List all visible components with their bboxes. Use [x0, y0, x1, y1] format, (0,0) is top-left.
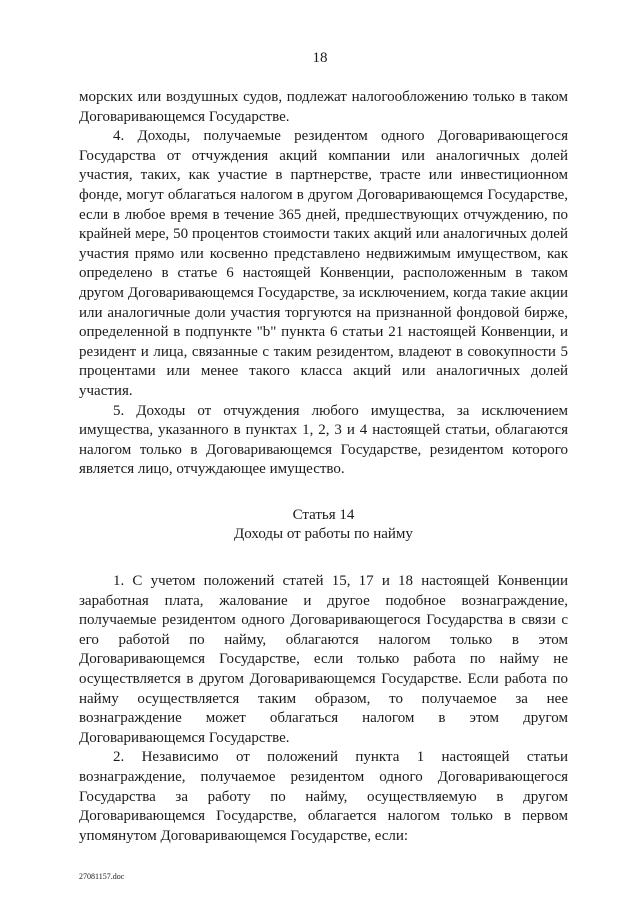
footer-filename: 27081157.doc: [79, 872, 125, 881]
paragraph-continuation: морских или воздушных судов, подлежат налогообложению только в таком Договаривающемся Государстве.: [79, 89, 568, 125]
paragraph-4: 4. Доходы, получаемые резидентом одного Договаривающегося Государства от отчуждения акций компании или аналогичных долей участия, таких, как участие в партнерстве, трасте или инвестиционном фонде, могут облагаться налогом в другом Договаривающемся Государстве, если в любое время в течение 365 дней, предшествующих отчуждению, по крайней мере, 50 процентов стоимости таких акций или аналогичных долей участия прямо или косвенно представлено недвижимым имуществом, как определено в статье 6 настоящей Конвенции, расположенным в таком другом Договаривающемся Государстве, за исключением, когда такие акции или аналогичные доли участия торгуются на признанной фондовой бирже, определенной в подпункте "b" пункта 6 статьи 21 настоящей Конвенции, и резидент и лица, связанные с таким резидентом, владеют в совокупности 5 процентами или менее такого класса акций или аналогичных долей участия.: [79, 128, 568, 399]
document-body: [79, 88, 568, 846]
article-title: Доходы от работы по найму: [234, 526, 413, 543]
article-14-paragraph-2: 2. Независимо от положений пункта 1 настоящей статьи вознаграждение, получаемое резидентом одного Договаривающегося Государства за работу по найму, осуществляемую в другом Договаривающемся Государстве, облагается налогом только в первом упомянутом Договаривающемся Государстве, если:: [79, 749, 568, 844]
article-number: Статья 14: [292, 506, 355, 523]
page-number: 18: [312, 50, 328, 66]
paragraph-5: 5. Доходы от отчуждения любого имущества, за исключением имущества, указанного в пунктах 1, 2, 3 и 4 настоящей статьи, облагаются налогом только в Договаривающемся Государстве, резидентом которого является лицо, отчуждающее имущество.: [79, 402, 568, 478]
article-14-paragraph-1: 1. С учетом положений статей 15, 17 и 18 настоящей Конвенции заработная плата, жалование и другое подобное вознаграждение, получаемые резидентом одного Договаривающегося Государства в связи с его работой по найму, облагаются налогом только в этом Договаривающемся Государстве, если только работа по найму не осуществляется в другом Договаривающемся Государстве. Если работа по найму осуществляется таким образом, то получаемое за нее вознаграждение может облагаться налогом в этом другом Договаривающемся Государстве.: [79, 573, 568, 746]
